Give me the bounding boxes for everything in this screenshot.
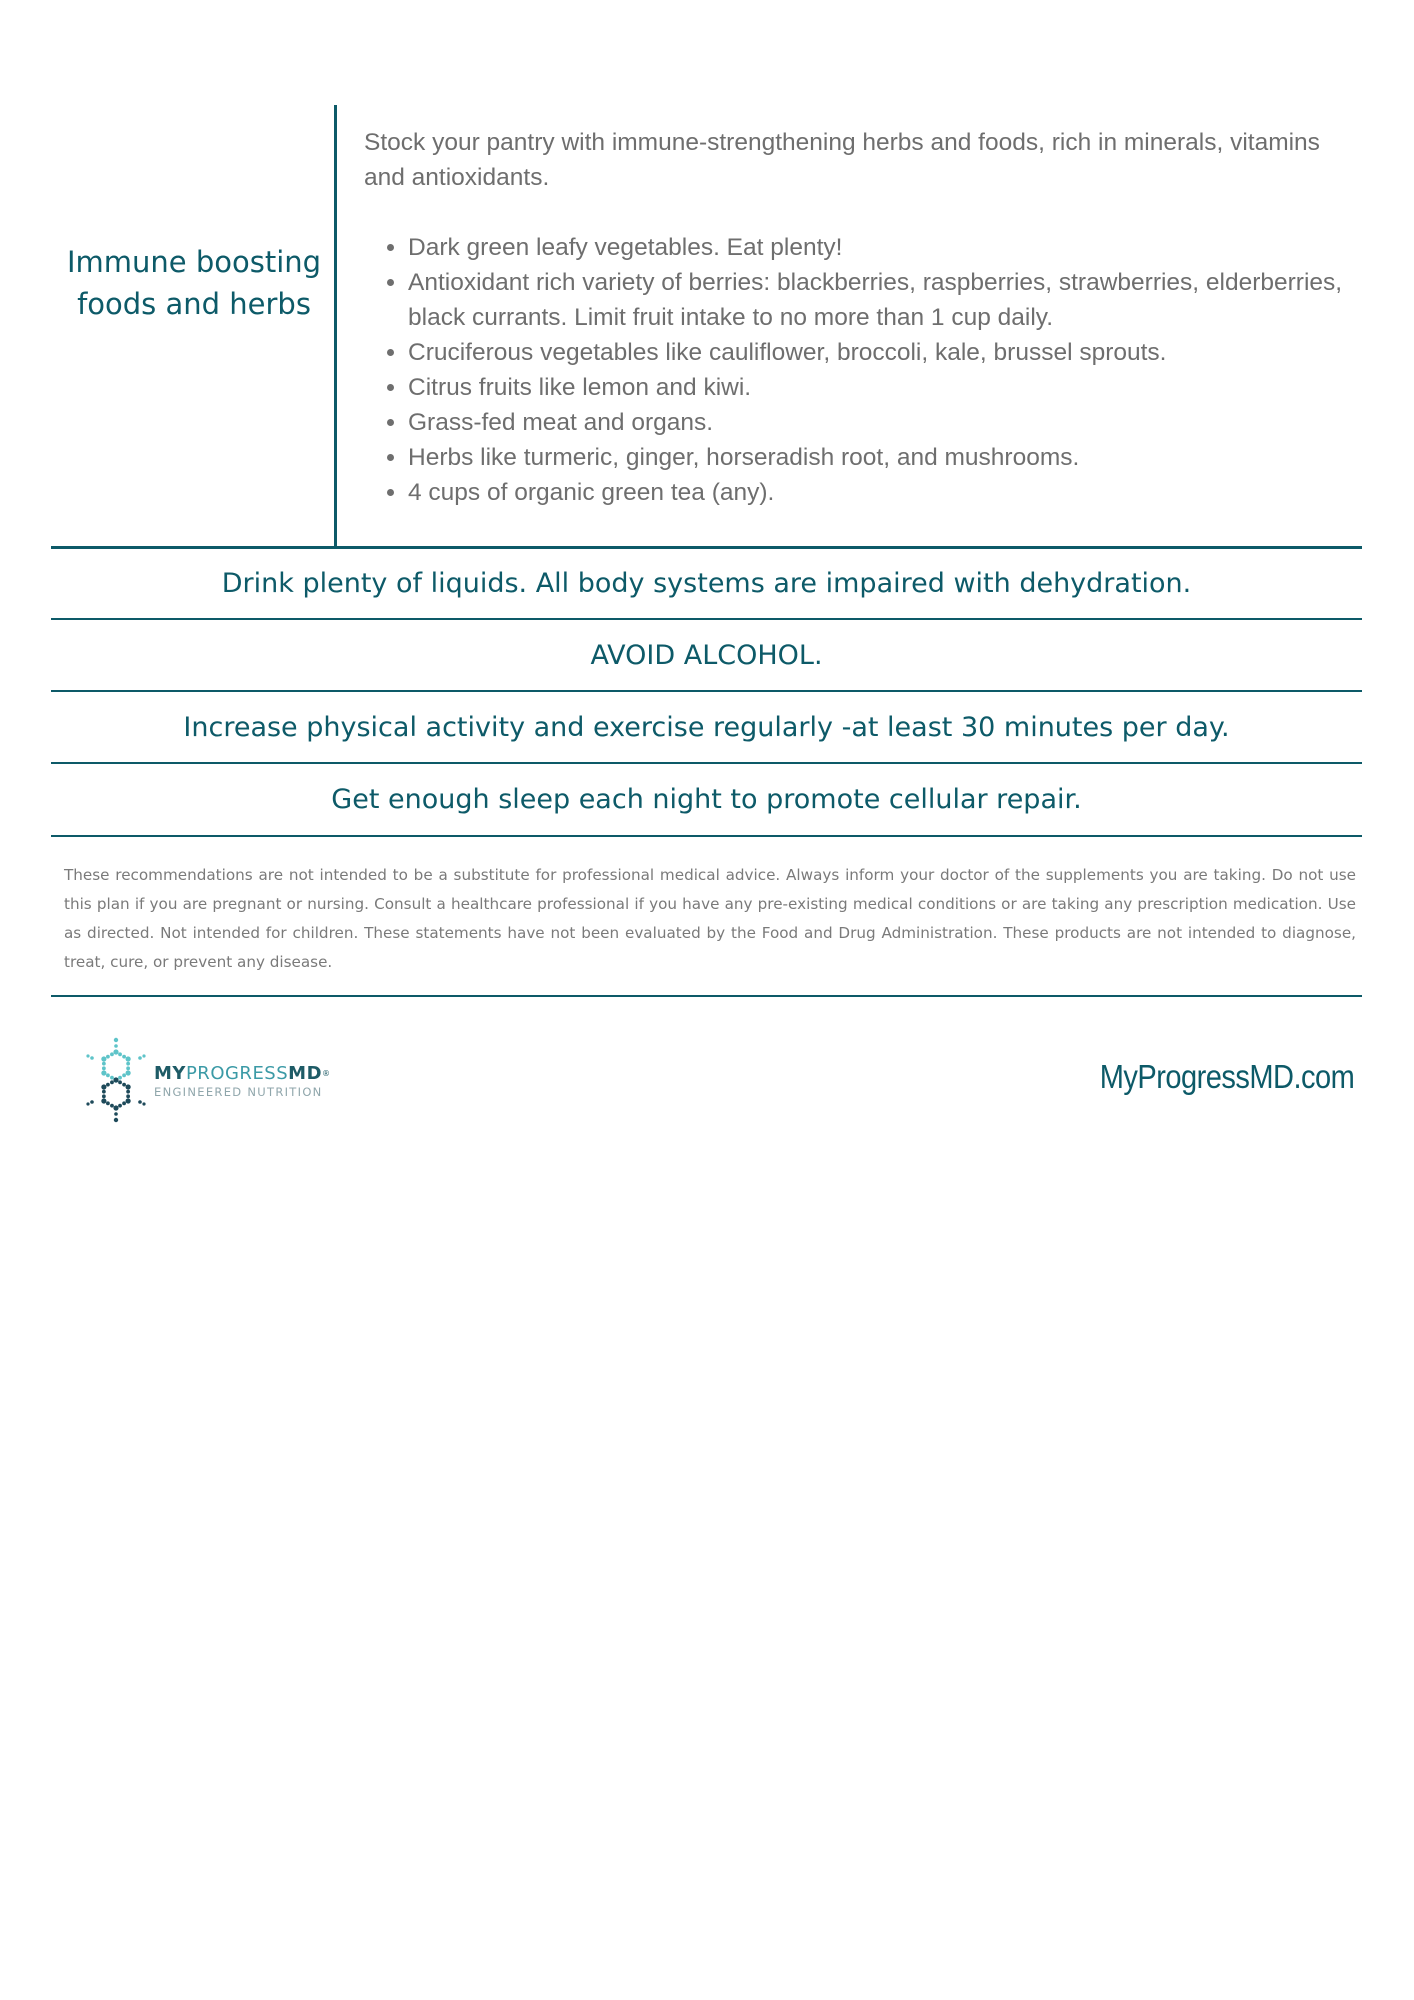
brand-name [154,1064,331,1084]
logo-dot [86,1102,89,1105]
brand-md: MD [288,1063,323,1084]
logo-dot [110,1080,114,1084]
logo-dot [101,1098,106,1103]
trademark-symbol: ® [322,1069,331,1078]
logo-dot [142,1054,145,1057]
brand-progress: PROGRESS [185,1063,289,1084]
logo-dot [114,1118,118,1122]
logo-dot [138,1056,142,1060]
molecule-logo-icon [84,1036,154,1126]
logo-dot [126,1084,131,1089]
logo-dot [126,1070,131,1075]
logo-dot [86,1054,89,1057]
logo-dot [110,1104,114,1108]
logo-dot [114,1112,118,1116]
brand-tagline: ENGINEERED NUTRITION [154,1085,323,1099]
logo-dot [118,1080,122,1084]
logo-dot [126,1056,131,1061]
logo-dot [102,1090,106,1094]
logo-dot [118,1104,122,1108]
logo-dot [102,1094,106,1098]
logo-dot [126,1098,131,1103]
foods-list [364,230,1349,510]
recommendation-hydration: Drink plenty of liquids. All body systems are impaired with dehydration. [51,548,1362,620]
list-item: • Dark green leafy vegetables. Eat plenty! [408,230,1349,265]
logo-dot [114,1044,118,1048]
logo-dot [90,1100,94,1104]
recommendation-sleep: Get enough sleep each night to promote cellular repair. [51,764,1362,837]
recommendation-alcohol: AVOID ALCOHOL. [51,620,1362,692]
logo-dot [110,1076,114,1080]
logo-dot [101,1070,106,1075]
section-title: Immune boosting foods and herbs [66,245,322,321]
logo-dot [113,1049,118,1054]
vertical-divider [334,105,337,546]
logo-dot [101,1084,106,1089]
logo-dot [126,1062,130,1066]
logo-dot [122,1055,126,1059]
logo-dot [110,1052,114,1056]
logo-dot [122,1101,126,1105]
logo-dot [106,1055,110,1059]
disclaimer: These recommendations are not intended to be a substitute for professional medical advice. Always inform your doctor of the supplements you are taking. Do not use this plan if you are pregnant or nursing. Consult a healthcare professional if you have any pre-existing medical conditions or are taking any prescription medication. Use as directed. Not intended for children. These statements have not been evaluated by the Food and Drug Administration. These products are not intended to diagnose, treat, cure, or prevent any disease. [64,866,1356,971]
list-item: • Antioxidant rich variety of berries: blackberries, raspberries, strawberries, elderberries, black currants. Limit fruit intake to no more than 1 cup daily. [408,265,1349,335]
logo-dot [102,1062,106,1066]
logo-dot [106,1073,110,1077]
logo-dot [114,1038,118,1042]
list-item: • Citrus fruits like lemon and kiwi. [408,370,1349,405]
logo-dot [118,1052,122,1056]
logo-dot [142,1102,145,1105]
list-item: • Cruciferous vegetables like cauliflower, broccoli, kale, brussel sprouts. [408,335,1349,370]
logo-dot [102,1066,106,1070]
logo-text [154,1064,331,1100]
logo-dot [126,1094,130,1098]
brand-my: MY [154,1063,186,1084]
immune-section [51,105,1362,549]
logo-dot [113,1105,118,1110]
logo-dot [122,1083,126,1087]
list-item: • 4 cups of organic green tea (any). [408,475,1349,510]
website-url: MyProgressMD.com [1099,1058,1354,1095]
logo-dot [122,1073,126,1077]
logo-dot [106,1083,110,1087]
logo-dot [138,1100,142,1104]
logo-dot [126,1066,130,1070]
section-body [364,125,1349,510]
logo-dot [90,1056,94,1060]
logo-dot [118,1076,122,1080]
logo-dot [101,1056,106,1061]
bottom-divider [51,995,1362,997]
list-item: • Herbs like turmeric, ginger, horseradish root, and mushrooms. [408,440,1349,475]
logo-dot [106,1101,110,1105]
logo-dot [126,1090,130,1094]
logo-dot [113,1077,118,1082]
intro-text: Stock your pantry with immune-strengthening herbs and foods, rich in minerals, vitamins and antioxidants. [364,129,1320,191]
list-item: • Grass-fed meat and organs. [408,405,1349,440]
recommendation-exercise: Increase physical activity and exercise regularly -at least 30 minutes per day. [51,692,1362,764]
brand-logo [84,1036,354,1126]
